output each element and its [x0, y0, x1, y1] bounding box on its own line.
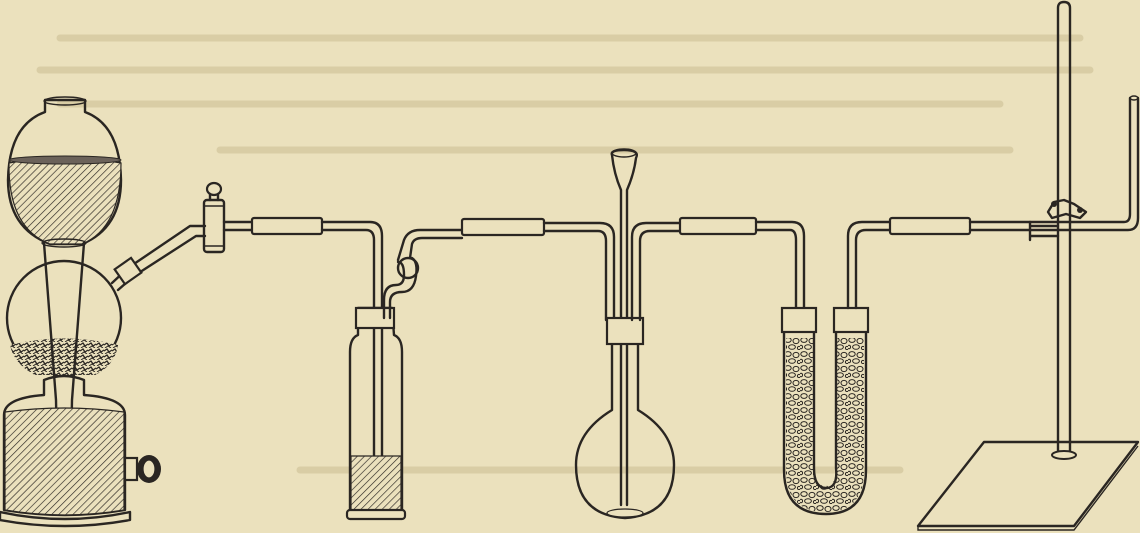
bleed-through-background: [40, 38, 1090, 470]
gas-generator: [0, 97, 205, 526]
rubber-connector-3: [680, 218, 756, 234]
tube-to-flask: [544, 223, 614, 320]
generator-outlet-arm: [112, 226, 205, 290]
tube-to-wash-bottle: [322, 222, 382, 495]
round-bottom-flask: [576, 149, 680, 518]
delivery-tube: [970, 96, 1138, 230]
stopcock: [204, 183, 252, 252]
rubber-connector-1: [252, 218, 322, 234]
generator-lower-reservoir: [0, 376, 161, 526]
rubber-connector-4: [890, 218, 970, 234]
wash-bottle: [347, 230, 462, 519]
tube-to-u-tube: [756, 222, 804, 318]
ring-stand: [918, 2, 1138, 530]
generator-middle-bulb: [7, 239, 121, 375]
rubber-connector-2: [462, 219, 544, 235]
generator-top-bulb: [8, 97, 121, 244]
